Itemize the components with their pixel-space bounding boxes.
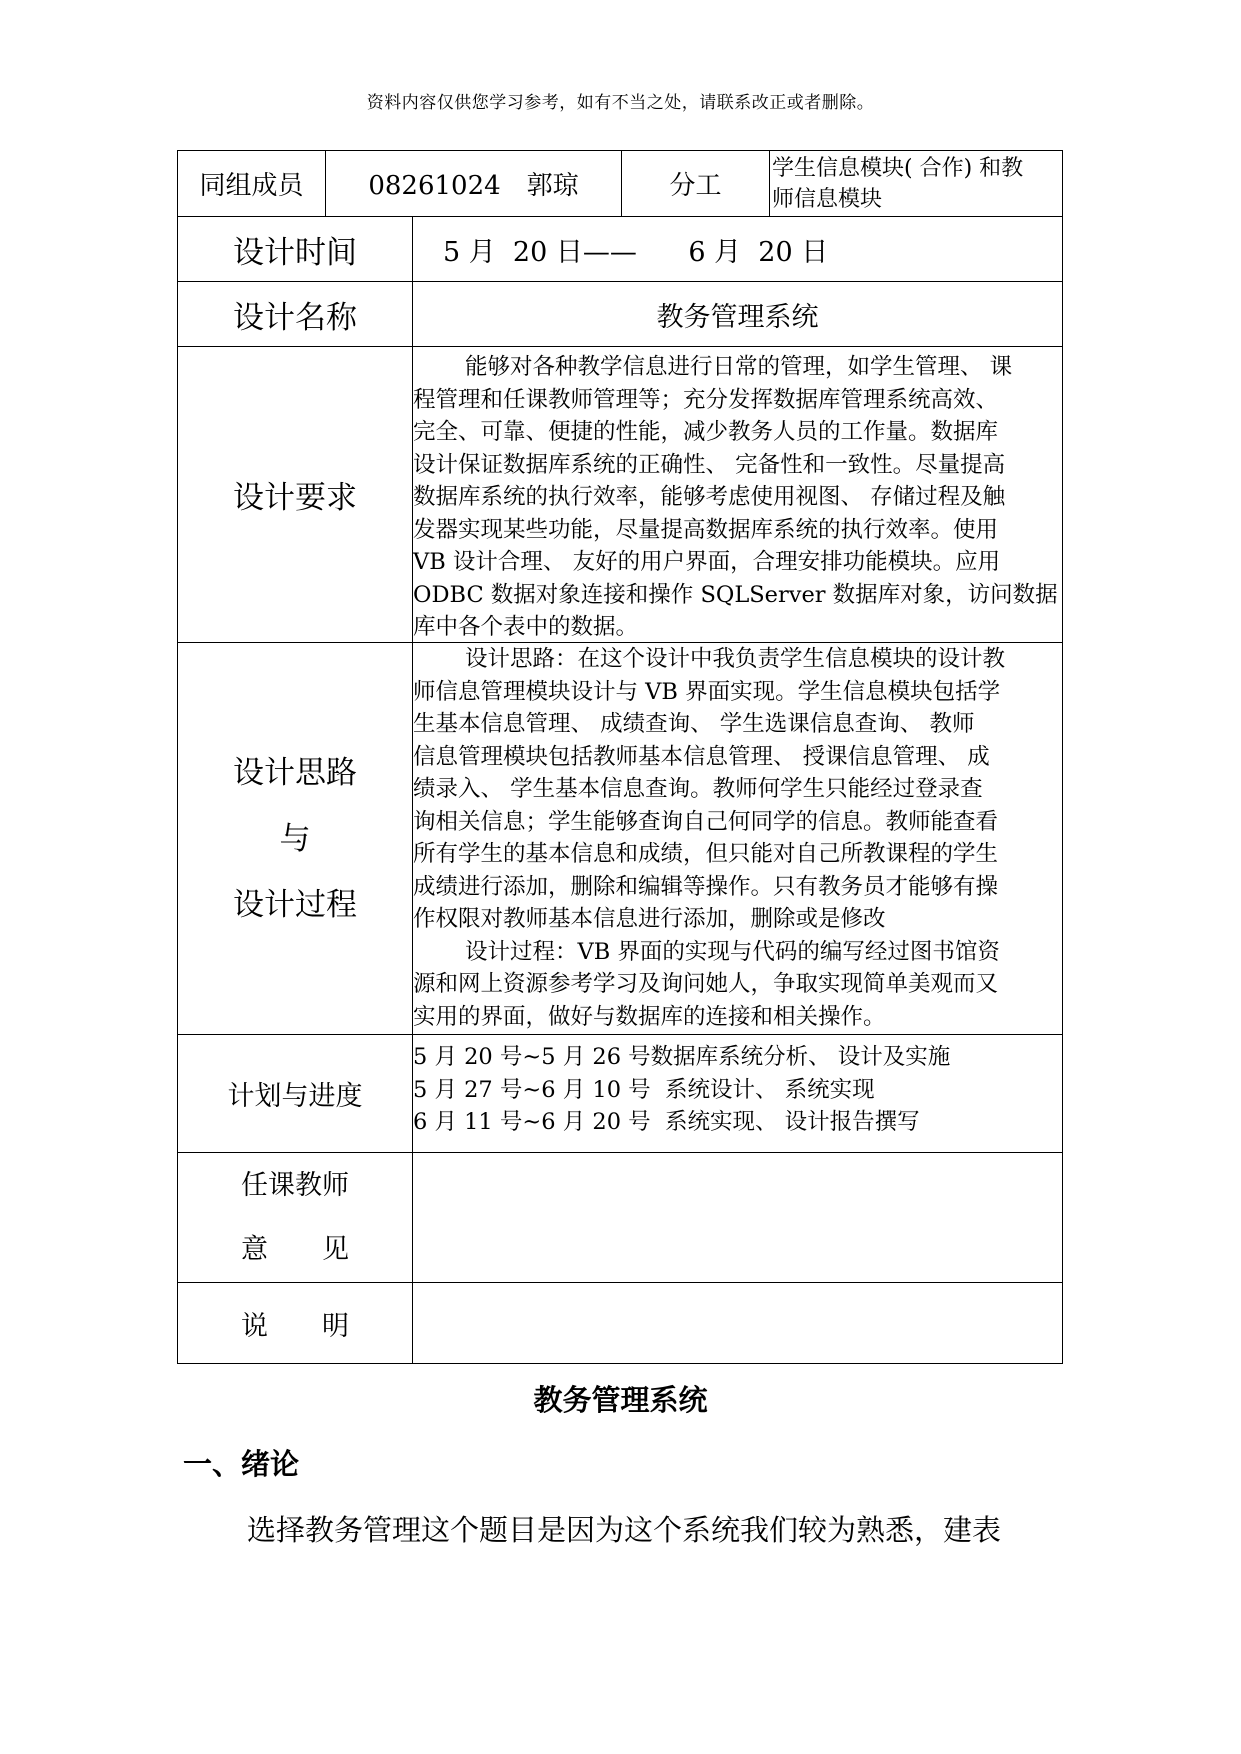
requirements-line: 发器实现某些功能，尽量提高数据库系统的执行效率。使用: [413, 516, 999, 543]
form-row-plan: [177, 1035, 1063, 1153]
form-row-process: [177, 643, 1063, 1035]
teacher-label: [178, 1153, 413, 1282]
requirements-value: [413, 347, 1062, 642]
process-line: 所有学生的基本信息和成绩，但只能对自己所教课程的学生: [413, 841, 999, 867]
process-line: 成绩进行添加，删除和编辑等操作。只有教务员才能够有操: [413, 873, 999, 900]
requirements-line: VB 设计合理、 友好的用户界面，合理安排功能模块。应用: [413, 549, 1001, 575]
form-row-time: [177, 217, 1063, 282]
process-line: 作权限对教师基本信息进行添加，删除或是修改: [413, 906, 886, 932]
form-row-members: [177, 150, 1063, 217]
division-line: 师信息模块: [772, 186, 883, 212]
process-label-line: 设计思路: [233, 754, 357, 791]
teacher-value: [413, 1153, 1062, 1282]
time-value: 5 月 20 日—— 6 月 20 日: [443, 236, 829, 268]
process-label-line: 与: [279, 820, 311, 857]
process-label-line: 设计过程: [233, 886, 357, 923]
time-label: 设计时间: [178, 217, 413, 281]
process-line: 源和网上资源参考学习及询问她人，争取实现简单美观而又: [413, 971, 999, 997]
plan-label: 计划与进度: [178, 1035, 413, 1152]
section-heading: 一、绪论: [183, 1447, 300, 1481]
members-value: 08261024 郭琼: [326, 151, 622, 216]
process-label: [178, 643, 413, 1034]
teacher-label-line: 任课教师: [241, 1169, 349, 1201]
plan-value: [413, 1035, 1062, 1152]
name-label: 设计名称: [178, 282, 413, 346]
requirements-line: 设计保证数据库系统的正确性、 完备性和一致性。尽量提高: [413, 451, 1006, 478]
members-label: 同组成员: [178, 151, 326, 216]
requirements-line: 完全、可靠、便捷的性能，减少教务人员的工作量。数据库: [413, 419, 999, 445]
division-value: [770, 151, 1062, 216]
requirements-line: ODBC 数据对象连接和操作 SQLServer 数据库对象，访问数据: [413, 581, 1058, 608]
section-paragraph: 选择教务管理这个题目是因为这个系统我们较为熟悉，建表: [247, 1513, 1002, 1547]
name-value: 教务管理系统: [656, 301, 819, 333]
plan-line: 5 月 27 号~6 月 10 号 系统设计、 系统实现: [413, 1076, 875, 1103]
plan-line: 5 月 20 号~5 月 26 号数据库系统分析、 设计及实施: [413, 1044, 951, 1070]
watermark-notice: 资料内容仅供您学习参考，如有不当之处，请联系改正或者删除。: [366, 93, 875, 113]
notes-label: 说 明: [178, 1283, 413, 1363]
division-line: 学生信息模块( 合作) 和教: [772, 155, 1024, 181]
division-label: 分工: [622, 151, 770, 216]
requirements-line: 库中各个表中的数据。: [413, 614, 639, 640]
process-line: 师信息管理模块设计与 VB 界面实现。学生信息模块包括学: [413, 678, 1001, 705]
teacher-label-line: 意 见: [241, 1233, 349, 1265]
process-line: 绩录入、 学生基本信息查询。教师何学生只能经过登录查: [413, 776, 983, 802]
plan-line: 6 月 11 号~6 月 20 号 系统实现、 设计报告撰写: [413, 1109, 920, 1135]
requirements-line: 能够对各种教学信息进行日常的管理，如学生管理、 课: [465, 354, 1013, 380]
process-line: 询相关信息；学生能够查询自己何同学的信息。教师能查看: [413, 808, 999, 835]
process-line: 设计过程：VB 界面的实现与代码的编写经过图书馆资: [465, 938, 1000, 965]
form-row-name: [177, 282, 1063, 347]
document-title: 教务管理系统: [533, 1383, 708, 1417]
form-row-teacher: [177, 1153, 1063, 1283]
form-row-requirements: [177, 347, 1063, 643]
process-value: [413, 643, 1062, 1034]
process-line: 实用的界面，做好与数据库的连接和相关操作。: [413, 1003, 886, 1030]
form-row-notes: [177, 1283, 1063, 1364]
requirements-line: 数据库系统的执行效率，能够考虑使用视图、 存储过程及触: [413, 484, 1006, 510]
process-line: 生基本信息管理、 成绩查询、 学生选课信息查询、 教师: [413, 711, 975, 737]
requirements-label: 设计要求: [178, 347, 413, 642]
process-line: 信息管理模块包括教师基本信息管理、 授课信息管理、 成: [413, 743, 990, 770]
notes-value: [413, 1283, 1062, 1363]
process-line: 设计思路：在这个设计中我负责学生信息模块的设计教: [465, 646, 1006, 672]
requirements-line: 程管理和任课教师管理等；充分发挥数据库管理系统高效、: [413, 386, 999, 413]
